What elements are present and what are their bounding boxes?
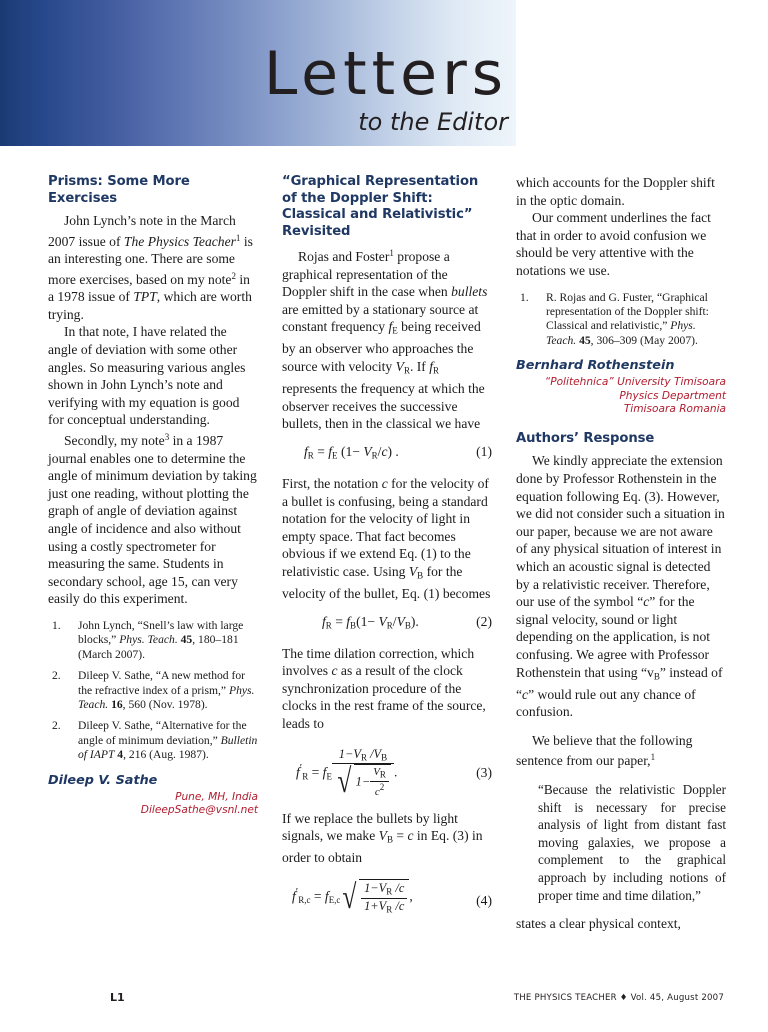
affiliation-line: Timisoara Romania: [623, 403, 726, 416]
column-3: [516, 174, 726, 964]
math-variable: f: [388, 319, 393, 335]
section-heading-prisms: Prisms: Some More Exercises: [48, 174, 190, 206]
paragraph-c1-p3: [48, 429, 258, 608]
footnote-marker: 3: [164, 432, 170, 442]
paragraph-c3-p5: states a clear physical context,: [516, 916, 681, 932]
masthead-banner: [0, 0, 516, 146]
reference-number: 2.: [52, 669, 61, 683]
text-fragment: We kindly appreciate the extension done by Professor Rothenstein in the equation following Eq. (3). However, we did not consider such a situation in our paper, because we are not aware of any physical situation of interest in which an acoustic signal is detected by a relativistic receiver. Therefore, our use of the symbol “: [516, 453, 725, 610]
text-fragment: ” would rule out any chance of confusion.: [516, 686, 696, 720]
equation-4-expression: $f'_{R,c} = f_{E,c}√$ $\frac{1-V_R /c}{1+V_R /c}$ ,: [292, 878, 413, 916]
math-variable: V: [408, 563, 418, 579]
section-heading-doppler: “Graphical Representation of the Doppler Shift: Classical and Relativistic” Revisited: [282, 174, 479, 239]
text-fragment: as a result of the clock synchronization procedure of the clocks in the rest frame of the source, leads to: [282, 663, 486, 731]
math-variable: c: [643, 594, 650, 610]
author-name-c3: Bernhard Rothenstein: [516, 358, 675, 374]
text-fragment: for the velocity of a bullet is confusing, being a standard notation for the velocity of light in empty space. That fact becomes obvious if we extend Eq. (1) to the relativistic case. Using: [282, 475, 489, 579]
journal-abbrev: TPT: [133, 289, 157, 305]
text-fragment: represents the frequency at which the observer receives the successive bullets, then in the classical we have: [282, 381, 485, 432]
math-variable: c: [522, 686, 529, 702]
text-fragment: We believe that the following sentence from our paper,: [516, 732, 693, 769]
text-fragment: The time dilation correction, which involves: [282, 645, 475, 679]
section-heading-authors-response: Authors’ Response: [516, 430, 655, 446]
emphasis-bullets: bullets: [451, 284, 488, 300]
reference-journal: Phys. Teach.: [119, 633, 178, 647]
equation-2-number: (2): [476, 613, 492, 629]
author-email[interactable]: DileepSathe@vsnl.net: [140, 804, 258, 817]
reference-item: [48, 719, 258, 762]
text-fragment: , which are worth trying.: [48, 289, 252, 322]
footnote-marker: 1: [235, 232, 241, 243]
reference-text: R. Rojas and G. Fuster, “Graphical representation of the Doppler shift: Classical and relativistic,”: [546, 290, 709, 333]
math-subscript: R: [433, 365, 440, 376]
reference-number: 1.: [520, 290, 529, 304]
reference-list-c3: [516, 291, 726, 349]
reference-text: John Lynch, “Snell’s law with large blocks,”: [78, 618, 244, 647]
text-fragment: in a 1978 issue of: [48, 271, 250, 305]
equation-3-number: (3): [476, 764, 492, 780]
paragraph-c1-p1: [48, 212, 258, 323]
footnote-marker: 1: [389, 248, 394, 258]
journal-name: The Physics Teacher: [123, 233, 236, 249]
text-fragment: being received by an observer who approaches the source with velocity: [282, 319, 481, 375]
column-2: [282, 174, 492, 964]
text-fragment: ” instead of “: [516, 664, 723, 702]
reference-pages: , 560 (Nov. 1978).: [122, 697, 208, 711]
math-variable: f: [429, 359, 433, 375]
reference-item: [48, 619, 258, 662]
footnote-marker: 2: [231, 270, 236, 281]
equation-4: [282, 879, 492, 923]
reference-pages: , 180–181 (March 2007).: [78, 633, 239, 661]
reference-list-c1: [48, 619, 258, 763]
paragraph-c2-p3: [282, 645, 492, 733]
affiliation-line: Physics Department: [619, 389, 726, 402]
footer-page-number: L1: [110, 991, 125, 1004]
reference-journal: Phys. Teach.: [78, 683, 255, 711]
paragraph-c3-p4: [516, 732, 726, 770]
equation-1: [282, 444, 492, 464]
text-fragment: First, the notation: [282, 475, 382, 491]
reference-number: 1.: [52, 618, 61, 632]
text-fragment: John Lynch’s note in the March 2007 issue of: [48, 213, 236, 249]
paragraph-c3-p2: Our comment underlines the fact that in order to avoid confusion we should be very attentive with the notations we use.: [516, 210, 711, 278]
masthead-subtitle: to the Editor: [358, 108, 508, 136]
text-fragment: are emitted by a stationary source at constant frequency: [282, 301, 479, 335]
reference-number: 2.: [52, 719, 61, 733]
reference-volume: 4: [114, 748, 124, 762]
column-1: [48, 174, 258, 964]
equation-1-number: (1): [476, 443, 492, 459]
equation-3: [282, 747, 492, 800]
footer-journal-info: THE PHYSICS TEACHER ♦ Vol. 45, August 2007: [513, 993, 724, 1003]
affiliation-line: Pune, MH, India: [175, 790, 258, 803]
text-fragment: ” for the signal velocity, sound or light depending on the application, is not confusing. We agree with Professor Rothenstein that using “v: [516, 594, 711, 680]
text-fragment: Rojas and Foster: [298, 248, 390, 264]
footnote-marker: 1: [650, 752, 656, 763]
text-fragment: in Eq. (3) in order to obtain: [282, 828, 483, 866]
equation-2: [282, 614, 492, 634]
text-fragment: propose a graphical representation of the Doppler shift in the case when: [282, 248, 452, 300]
reference-item: [48, 669, 258, 712]
reference-volume: 45: [177, 633, 193, 647]
text-fragment: . If: [409, 359, 430, 375]
paragraph-c3-p3: [516, 452, 726, 720]
author-name-c1: Dileep V. Sathe: [48, 772, 158, 788]
equation-3-expression: $f'_R = f_E$ $1-V_R$ $/V_B$ √ 1− $\frac{V_R}{c^2}$ .: [296, 746, 398, 801]
math-subscript: B: [386, 834, 393, 845]
affiliation-line: “Politehnica” University Timisoara: [544, 376, 726, 389]
block-quote: “Because the relativistic Doppler shift is necessary for precise analysis of light from distant fast moving galaxies, we propose a complement to the graphical approach by including notions of proper time and time dilation,”: [538, 782, 726, 903]
paragraph-c1-p2: In that note, I have related the angle of deviation with some other angles. So measuring various angles shown in John Lynch’s note and verifying with my equation is good for conceptual understanding.: [48, 324, 246, 428]
text-fragment: in a 1987 journal enables one to determine the angle of minimum deviation by taking just one reading, without plotting the graph of angle of deviation against angle of incidence and also without using a costly spectrometer for measuring the same. Students in secondary school, age 15, can very easily do this experiment.: [48, 432, 257, 607]
equation-2-expression: $f_R = f_B(1- V_R/V_B)$.: [322, 613, 419, 631]
text-fragment: Secondly, my note: [64, 432, 165, 448]
math-subscript: R: [403, 365, 410, 376]
math-variable: c: [331, 663, 338, 679]
text-fragment: If we replace the bullets by light signals, we make: [282, 810, 458, 844]
masthead-title: Letters: [263, 39, 508, 109]
reference-pages: , 306–309 (May 2007).: [590, 333, 698, 347]
reference-journal: Phys. Teach.: [546, 319, 696, 347]
reference-text: Dileep V. Sathe, “Alternative for the angle of minimum deviation,”: [78, 719, 247, 747]
math-variable: V: [378, 828, 387, 844]
article-columns: [48, 174, 726, 964]
math-subscript: B: [417, 570, 424, 581]
text-fragment: is an interesting one. There are some more exercises, based on my note: [48, 233, 253, 287]
reference-volume: 16: [108, 697, 123, 711]
reference-item: [516, 291, 726, 349]
math-subscript: B: [653, 671, 660, 682]
paragraph-c3-p1: which accounts for the Doppler shift in the optic domain.: [516, 175, 715, 208]
math-variable: V: [395, 359, 404, 375]
reference-journal: Bulletin of IAPT: [78, 733, 258, 762]
paragraph-c2-p4: [282, 810, 492, 867]
paragraph-c2-p1: [282, 245, 492, 433]
equation-1-expression: $f_R = f_E$ $(1- V_R/c)$ .: [304, 443, 399, 461]
author-affiliation-c1: [48, 791, 258, 818]
text-fragment: =: [392, 828, 408, 844]
paragraph-c2-p2: [282, 475, 492, 603]
text-fragment: for the velocity of the bullet, Eq. (1) becomes: [282, 563, 491, 601]
equation-4-number: (4): [476, 893, 492, 909]
author-affiliation-c3: [516, 376, 726, 417]
reference-pages: , 216 (Aug. 1987).: [123, 748, 209, 762]
math-variable: c: [407, 828, 414, 844]
reference-text: Dileep V. Sathe, “A new method for the refractive index of a prism,”: [78, 669, 246, 697]
math-subscript: E: [392, 325, 398, 336]
math-variable: c: [381, 475, 388, 491]
reference-volume: 45: [576, 333, 591, 347]
